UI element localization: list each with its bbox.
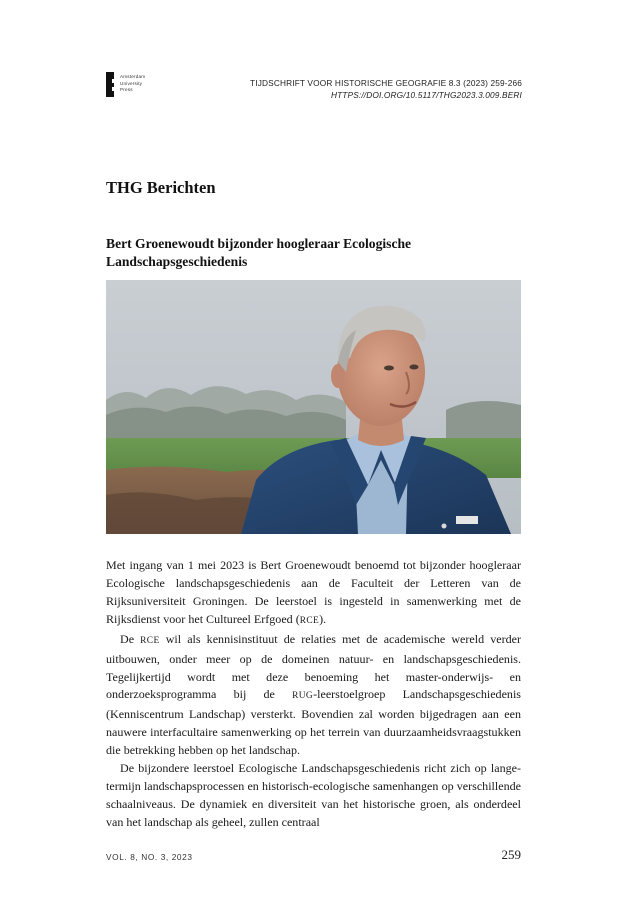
publisher-logo bbox=[106, 72, 166, 98]
doi-link[interactable]: HTTPS://DOI.ORG/10.5117/THG2023.3.009.BERI bbox=[330, 90, 522, 100]
text-run: De bbox=[120, 631, 141, 646]
page-number: 259 bbox=[501, 847, 521, 862]
text-run: wil als kennisinstituut de relaties met de academische wereld verder uitbouwen, onder meer op de domeinen natuur- en landschapsgeschiedenis. Tegelijkertijd wordt met deze benoeming het master-onderwijs- en onderzoeksprogramma bij de bbox=[106, 631, 521, 702]
text-run: De bijzondere leerstoel Ecologische Landschapsgeschiedenis richt zich op lange-termijn landschapsprocessen en historisch-ecologische samenhangen op verschillende schaalniveaus. De dynamiek en diversiteit van het historische groen, als onderdeel van het landschap als geheel, zullen centraal bbox=[106, 761, 521, 829]
abbreviation: RCE bbox=[140, 635, 160, 646]
portrait-photo bbox=[106, 280, 521, 534]
body-paragraph bbox=[106, 760, 521, 832]
section-title: THG Berichten bbox=[106, 178, 216, 197]
text-run: Met ingang van 1 mei 2023 is Bert Groenewoudt benoemd tot bijzonder hoogleraar Ecologische landschapsgeschiedenis aan de Faculteit der Letteren van de Rijksuniversiteit Groningen. De leerstoel is ingesteld in samenwerking met de Rijksdienst voor het Cultureel Erfgoed ( bbox=[106, 558, 521, 626]
volume-info: VOL. 8, NO. 3, 2023 bbox=[106, 852, 193, 862]
text-run: -leerstoelgroep Landschapsgeschiedenis (Kenniscentrum Landschap) versterkt. Bovendien zal worden bijgedragen aan een nauwere interfacultaire samenwerking op het terrein van duurzaamheidsvraagstukken die betrekking hebben op het landschap. bbox=[106, 687, 521, 758]
article-title: Bert Groenewoudt bijzonder hoogleraar Ecologische Landschapsgeschiedenis bbox=[106, 236, 412, 269]
article-body bbox=[106, 557, 521, 832]
abbreviation: RCE bbox=[299, 615, 320, 626]
text-run: ). bbox=[319, 611, 327, 626]
body-paragraph bbox=[106, 631, 521, 760]
publisher-name: Amsterdam University Press bbox=[120, 74, 146, 92]
abbreviation: RUG bbox=[292, 691, 314, 702]
running-header bbox=[250, 77, 522, 101]
body-paragraph bbox=[106, 557, 521, 631]
journal-citation: TIJDSCHRIFT VOOR HISTORISCHE GEOGRAFIE 8.3 (2023) 259-266 bbox=[250, 78, 522, 88]
portrait-photo-icon bbox=[106, 280, 521, 534]
aup-logo-icon bbox=[106, 72, 114, 97]
